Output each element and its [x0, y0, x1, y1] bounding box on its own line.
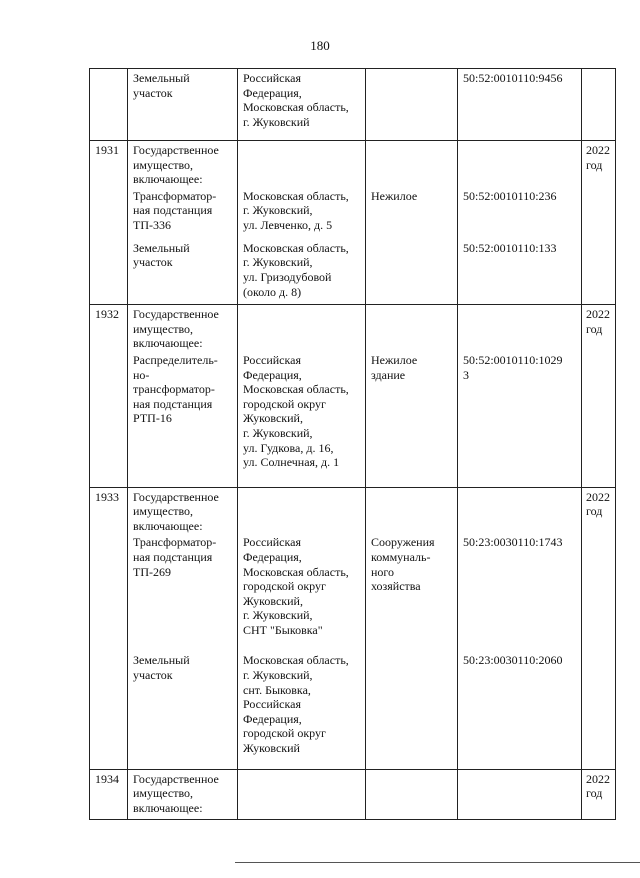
cadastral-number-cell: 50:52:0010110:133	[458, 239, 582, 305]
object-name-cell: Государственное имущество, включающее:	[128, 769, 238, 819]
year-cell: 2022 год	[582, 141, 616, 187]
cadastral-number-cell	[458, 769, 582, 819]
table-row	[90, 351, 616, 487]
cadastral-number-cell	[458, 141, 582, 187]
page-number: 180	[310, 38, 330, 53]
year-cell: 2022 год	[582, 769, 616, 819]
object-kind-cell	[366, 305, 458, 351]
year-cell	[582, 187, 616, 239]
object-kind-cell	[366, 487, 458, 533]
cadastral-number-cell	[458, 487, 582, 533]
year-cell	[582, 351, 616, 487]
row-number-cell	[90, 651, 128, 769]
row-number-cell	[90, 351, 128, 487]
address-cell	[238, 305, 366, 351]
object-name-cell: Земельный участок	[128, 69, 238, 141]
address-cell	[238, 141, 366, 187]
cadastral-number-cell: 50:23:0030110:1743	[458, 533, 582, 651]
year-cell	[582, 533, 616, 651]
object-kind-cell	[366, 651, 458, 769]
object-name-cell: Трансформатор- ная подстанция ТП-269	[128, 533, 238, 651]
year-cell	[582, 69, 616, 141]
object-kind-cell	[366, 239, 458, 305]
address-cell: Российская Федерация, Московская область, городской округ Жуковский, г. Жуковский, ул. Гудкова, д. 16, ул. Солнечная, д. 1	[238, 351, 366, 487]
object-kind-cell	[366, 141, 458, 187]
object-name-cell: Государственное имущество, включающее:	[128, 305, 238, 351]
object-name-cell: Земельный участок	[128, 651, 238, 769]
table-row	[90, 487, 616, 533]
object-kind-cell: Нежилое	[366, 187, 458, 239]
cadastral-number-cell: 50:52:0010110:1029 3	[458, 351, 582, 487]
bottom-divider	[235, 862, 640, 863]
object-kind-cell	[366, 69, 458, 141]
address-cell: Московская область, г. Жуковский, снт. Быковка, Российская Федерация, городской округ Жуковский	[238, 651, 366, 769]
address-cell: Российская Федерация, Московская область, г. Жуковский	[238, 69, 366, 141]
object-kind-cell: Сооружения коммуналь- ного хозяйства	[366, 533, 458, 651]
row-number-cell: 1931	[90, 141, 128, 187]
cadastral-number-cell	[458, 305, 582, 351]
object-kind-cell: Нежилое здание	[366, 351, 458, 487]
address-cell: Российская Федерация, Московская область, городской округ Жуковский, г. Жуковский, СНТ "Быковка"	[238, 533, 366, 651]
table-row	[90, 141, 616, 187]
table-row	[90, 533, 616, 651]
table-row	[90, 69, 616, 141]
table-row	[90, 769, 616, 819]
table-row	[90, 305, 616, 351]
table-row	[90, 187, 616, 239]
row-number-cell	[90, 533, 128, 651]
object-name-cell: Государственное имущество, включающее:	[128, 487, 238, 533]
object-name-cell: Трансформатор- ная подстанция ТП-336	[128, 187, 238, 239]
year-cell	[582, 239, 616, 305]
address-cell	[238, 487, 366, 533]
row-number-cell: 1933	[90, 487, 128, 533]
address-cell: Московская область, г. Жуковский, ул. Левченко, д. 5	[238, 187, 366, 239]
year-cell: 2022 год	[582, 487, 616, 533]
object-kind-cell	[366, 769, 458, 819]
object-name-cell: Государственное имущество, включающее:	[128, 141, 238, 187]
row-number-cell: 1932	[90, 305, 128, 351]
object-name-cell: Земельный участок	[128, 239, 238, 305]
cadastral-number-cell: 50:52:0010110:236	[458, 187, 582, 239]
row-number-cell	[90, 187, 128, 239]
cadastral-number-cell: 50:52:0010110:9456	[458, 69, 582, 141]
row-number-cell	[90, 239, 128, 305]
row-number-cell: 1934	[90, 769, 128, 819]
row-number-cell	[90, 69, 128, 141]
address-cell: Московская область, г. Жуковский, ул. Гризодубовой (около д. 8)	[238, 239, 366, 305]
property-registry-table	[89, 68, 616, 820]
year-cell	[582, 651, 616, 769]
year-cell: 2022 год	[582, 305, 616, 351]
object-name-cell: Распределитель- но- трансформатор- ная подстанция РТП-16	[128, 351, 238, 487]
table-row	[90, 239, 616, 305]
address-cell	[238, 769, 366, 819]
cadastral-number-cell: 50:23:0030110:2060	[458, 651, 582, 769]
table-row	[90, 651, 616, 769]
